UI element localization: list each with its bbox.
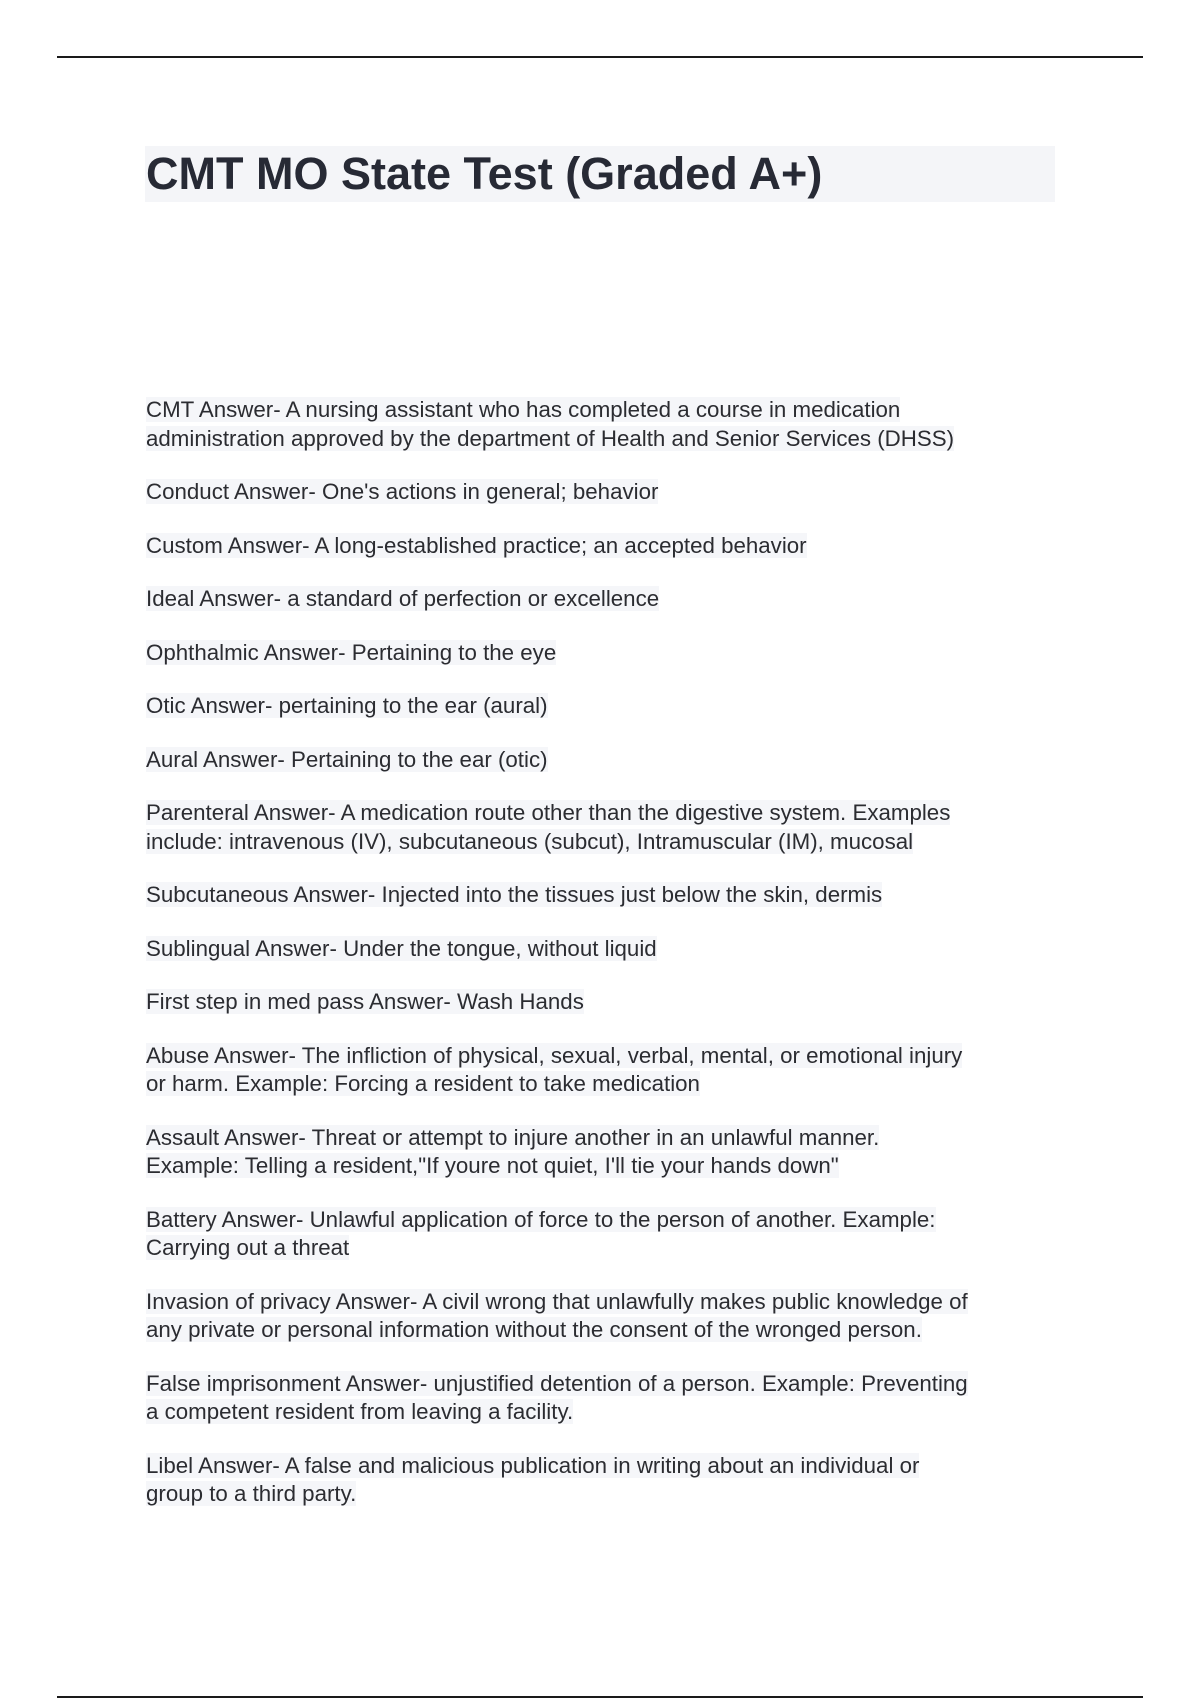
entry-text-line [146,585,1056,614]
entry-text: Custom Answer- A long-established practice; an accepted behavior [146,532,807,558]
entry-text-line [146,1288,1056,1317]
entry-text-line [146,1042,1056,1071]
entry-text: administration approved by the department of Health and Senior Services (DHSS) [146,425,955,451]
entry-text-line [146,881,1056,910]
entry-text: Invasion of privacy Answer- A civil wrong that unlawfully makes public knowledge of [146,1288,968,1314]
entry-text: Parenteral Answer- A medication route other than the digestive system. Examples [146,800,951,825]
entry-text: Assault Answer- Threat or attempt to injure another in an unlawful manner. [146,1124,880,1150]
entry-text-line [146,746,1056,775]
entry-text: Carrying out a threat [146,1235,350,1260]
flashcard-entry [146,988,1056,1017]
entry-text-line [146,1452,1056,1481]
entry-text: Subcutaneous Answer- Injected into the tissues just below the skin, dermis [146,882,883,907]
entry-text: Ophthalmic Answer- Pertaining to the eye [146,639,557,665]
entry-text-line [146,988,1056,1017]
entry-text-line [146,828,1056,857]
flashcard-entry [146,881,1056,910]
flashcard-entry [146,1124,1056,1181]
flashcard-entry [146,746,1056,775]
entry-text-line [146,1124,1056,1153]
entry-text: include: intravenous (IV), subcutaneous (subcut), Intramuscular (IM), mucosal [146,828,914,854]
entry-text-line [146,1480,1056,1509]
flashcard-entry [146,1042,1056,1099]
entry-text-line [146,1234,1056,1263]
entry-text-line [146,639,1056,668]
entry-text: Aural Answer- Pertaining to the ear (otic) [146,746,548,772]
flashcard-entry [146,639,1056,668]
entry-text: Ideal Answer- a standard of perfection or excellence [146,586,660,611]
top-divider [57,56,1143,58]
flashcard-entry [146,1288,1056,1345]
entry-text: Example: Telling a resident,"If youre not quiet, I'll tie your hands down" [146,1153,839,1178]
entry-text: Battery Answer- Unlawful application of force to the person of another. Example: [146,1206,936,1232]
entry-text: CMT Answer- A nursing assistant who has completed a course in medication [146,397,901,422]
flashcard-entry [146,1370,1056,1427]
entry-text: First step in med pass Answer- Wash Hands [146,989,584,1014]
bottom-divider [57,1696,1143,1698]
entry-text: group to a third party. [146,1481,357,1506]
entry-text: Otic Answer- pertaining to the ear (aural) [146,693,548,718]
entry-text-line [146,1398,1056,1427]
entry-text-line [146,1370,1056,1399]
flashcard-entry [146,935,1056,964]
entry-text: Libel Answer- A false and malicious publication in writing about an individual or [146,1452,920,1478]
entry-text-line [146,935,1056,964]
flashcard-entry [146,1452,1056,1509]
entry-text-line [146,799,1056,828]
flashcard-entry [146,799,1056,856]
entry-text: Conduct Answer- One's actions in general; behavior [146,479,659,504]
entry-text: or harm. Example: Forcing a resident to take medication [146,1071,700,1096]
flashcard-entry [146,396,1056,453]
document-title: CMT MO State Test (Graded A+) [146,148,823,199]
entry-text-line [146,1070,1056,1099]
entry-text-line [146,532,1056,561]
entry-text: a competent resident from leaving a facility. [146,1399,574,1424]
entry-text: False imprisonment Answer- unjustified detention of a person. Example: Preventing [146,1370,968,1396]
entry-text-line [146,425,1056,454]
entry-text-line [146,1206,1056,1235]
entry-text: Sublingual Answer- Under the tongue, without liquid [146,935,657,961]
entry-text-line [146,1316,1056,1345]
entry-text-line [146,692,1056,721]
flashcard-entry [146,692,1056,721]
flashcard-list [146,396,1056,1534]
entry-text-line [146,396,1056,425]
entry-text: Abuse Answer- The infliction of physical, sexual, verbal, mental, or emotional injury [146,1042,963,1068]
flashcard-entry [146,585,1056,614]
entry-text-line [146,478,1056,507]
entry-text-line [146,1152,1056,1181]
flashcard-entry [146,532,1056,561]
flashcard-entry [146,1206,1056,1263]
flashcard-entry [146,478,1056,507]
entry-text: any private or personal information without the consent of the wronged person. [146,1317,922,1342]
